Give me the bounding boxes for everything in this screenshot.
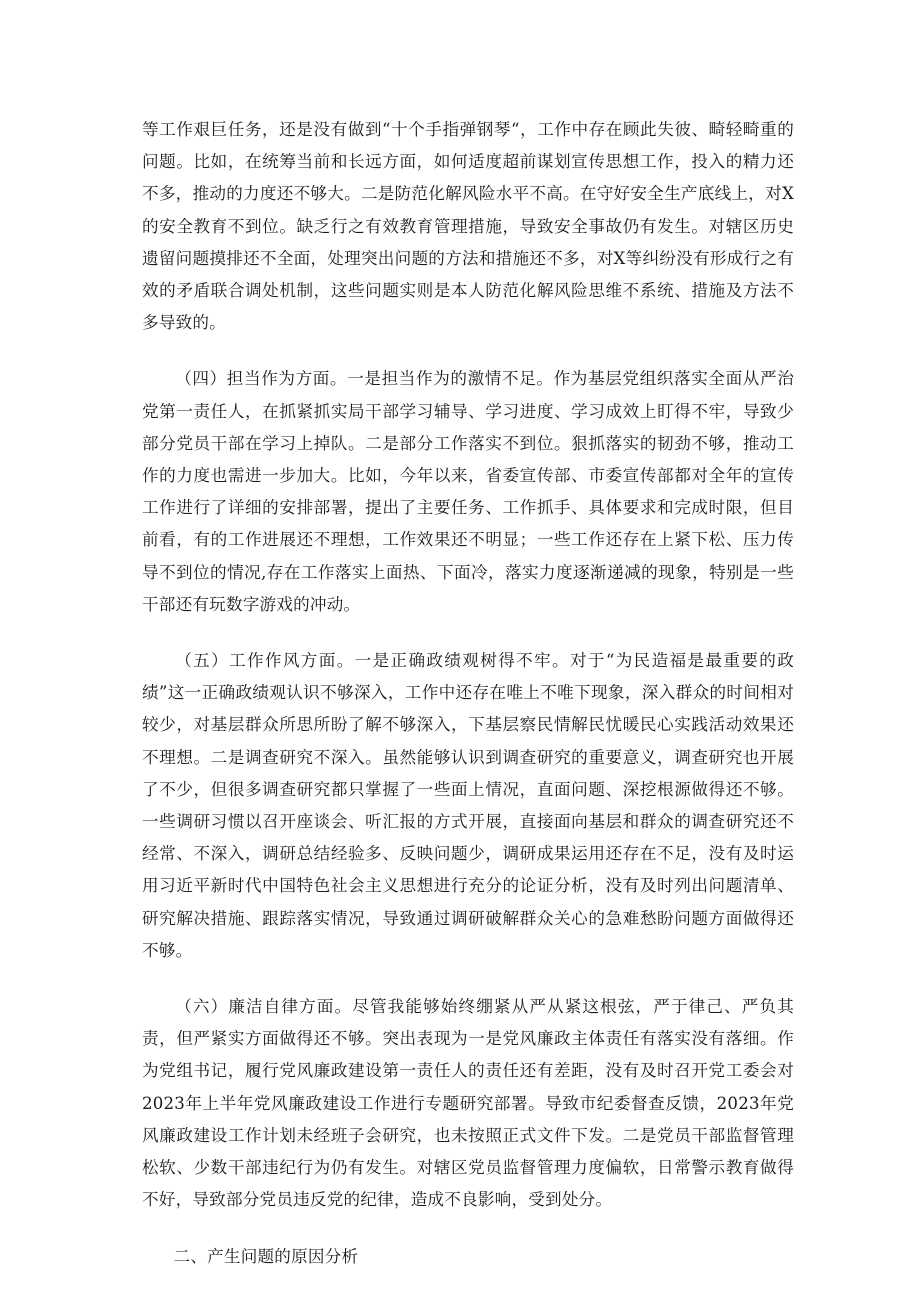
document-page (142, 114, 794, 1273)
paragraph-section-five: （五）工作作风方面。一是正确政绩观树得不牢。对于“为民造福是最重要的政绩”这一正确政绩观认识不够深入，工作中还存在唯上不唯下现象，深入群众的时间相对较少，对基层群众所思所盼了解不够深入，下基层察民情解民忧暖民心实践活动效果还不理想。二是调查研究不深入。虽然能够认识到调查研究的重要意义，调查研究也开展了不少，但很多调查研究都只掌握了一些面上情况，直面问题、深挖根源做得还不够。一些调研习惯以召开座谈会、听汇报的方式开展，直接面向基层和群众的调查研究还不经常、不深入，调研总结经验多、反映问题少，调研成果运用还存在不足，没有及时运用习近平新时代中国特色社会主义思想进行充分的论证分析，没有及时列出问题清单、研究解决措施、跟踪落实情况，导致通过调研破解群众关心的急难愁盼问题方面做得还不够。 (142, 651, 794, 960)
paragraph-section-four: （四）担当作为方面。一是担当作为的激情不足。作为基层党组织落实全面从严治党第一责任人，在抓紧抓实局干部学习辅导、学习进度、学习成效上盯得不牢，导致少部分党员干部在学习上掉队。二是部分工作落实不到位。狠抓落实的韧劲不够，推动工作的力度也需进一步加大。比如，今年以来，省委宣传部、市委宣传部都对全年的宣传工作进行了详细的安排部署，提出了主要任务、工作抓手、具体要求和完成时限，但目前看，有的工作进展还不理想，工作效果还不明显；一些工作还存在上紧下松、压力传导不到位的情况,存在工作落实上面热、下面冷，落实力度逐渐递减的现象，特别是一些干部还有玩数字游戏的冲动。 (142, 369, 794, 614)
paragraph-continuation: 等工作艰巨任务，还是没有做到“十个手指弹钢琴“，工作中存在顾此失彼、畸轻畸重的问题。比如，在统筹当前和长远方面，如何适度超前谋划宣传思想工作，投入的精力还不多，推动的力度还不够大。二是防范化解风险水平不高。在守好安全生产底线上，对X的安全教育不到位。缺乏行之有效教育管理措施，导致安全事故仍有发生。对辖区历史遗留问题摸排还不全面，处理突出问题的方法和措施还不多，对X等纠纷没有形成行之有效的矛盾联合调处机制，这些问题实则是本人防范化解风险思维不系统、措施及方法不多导致的。 (142, 120, 794, 333)
section-heading: 二、产生问题的原因分析 (173, 1246, 359, 1266)
paragraph-section-six: （六）廉洁自律方面。尽管我能够始终绷紧从严从紧这根弦，严于律己、严负其责，但严紧实方面做得还不够。突出表现为一是党风廉政主体责任有落实没有落细。作为党组书记，履行党风廉政建设第一责任人的责任还有差距，没有及时召开党工委会对2023年上半年党风廉政建设工作进行专题研究部署。导致市纪委督查反馈，2023年党风廉政建设工作计划未经班子会研究，也未按照正式文件下发。二是党员干部监督管理松软、少数干部违纪行为仍有发生。对辖区党员监督管理力度偏软，日常警示教育做得不好，导致部分党员违反党的纪律，造成不良影响，受到处分。 (142, 997, 794, 1210)
